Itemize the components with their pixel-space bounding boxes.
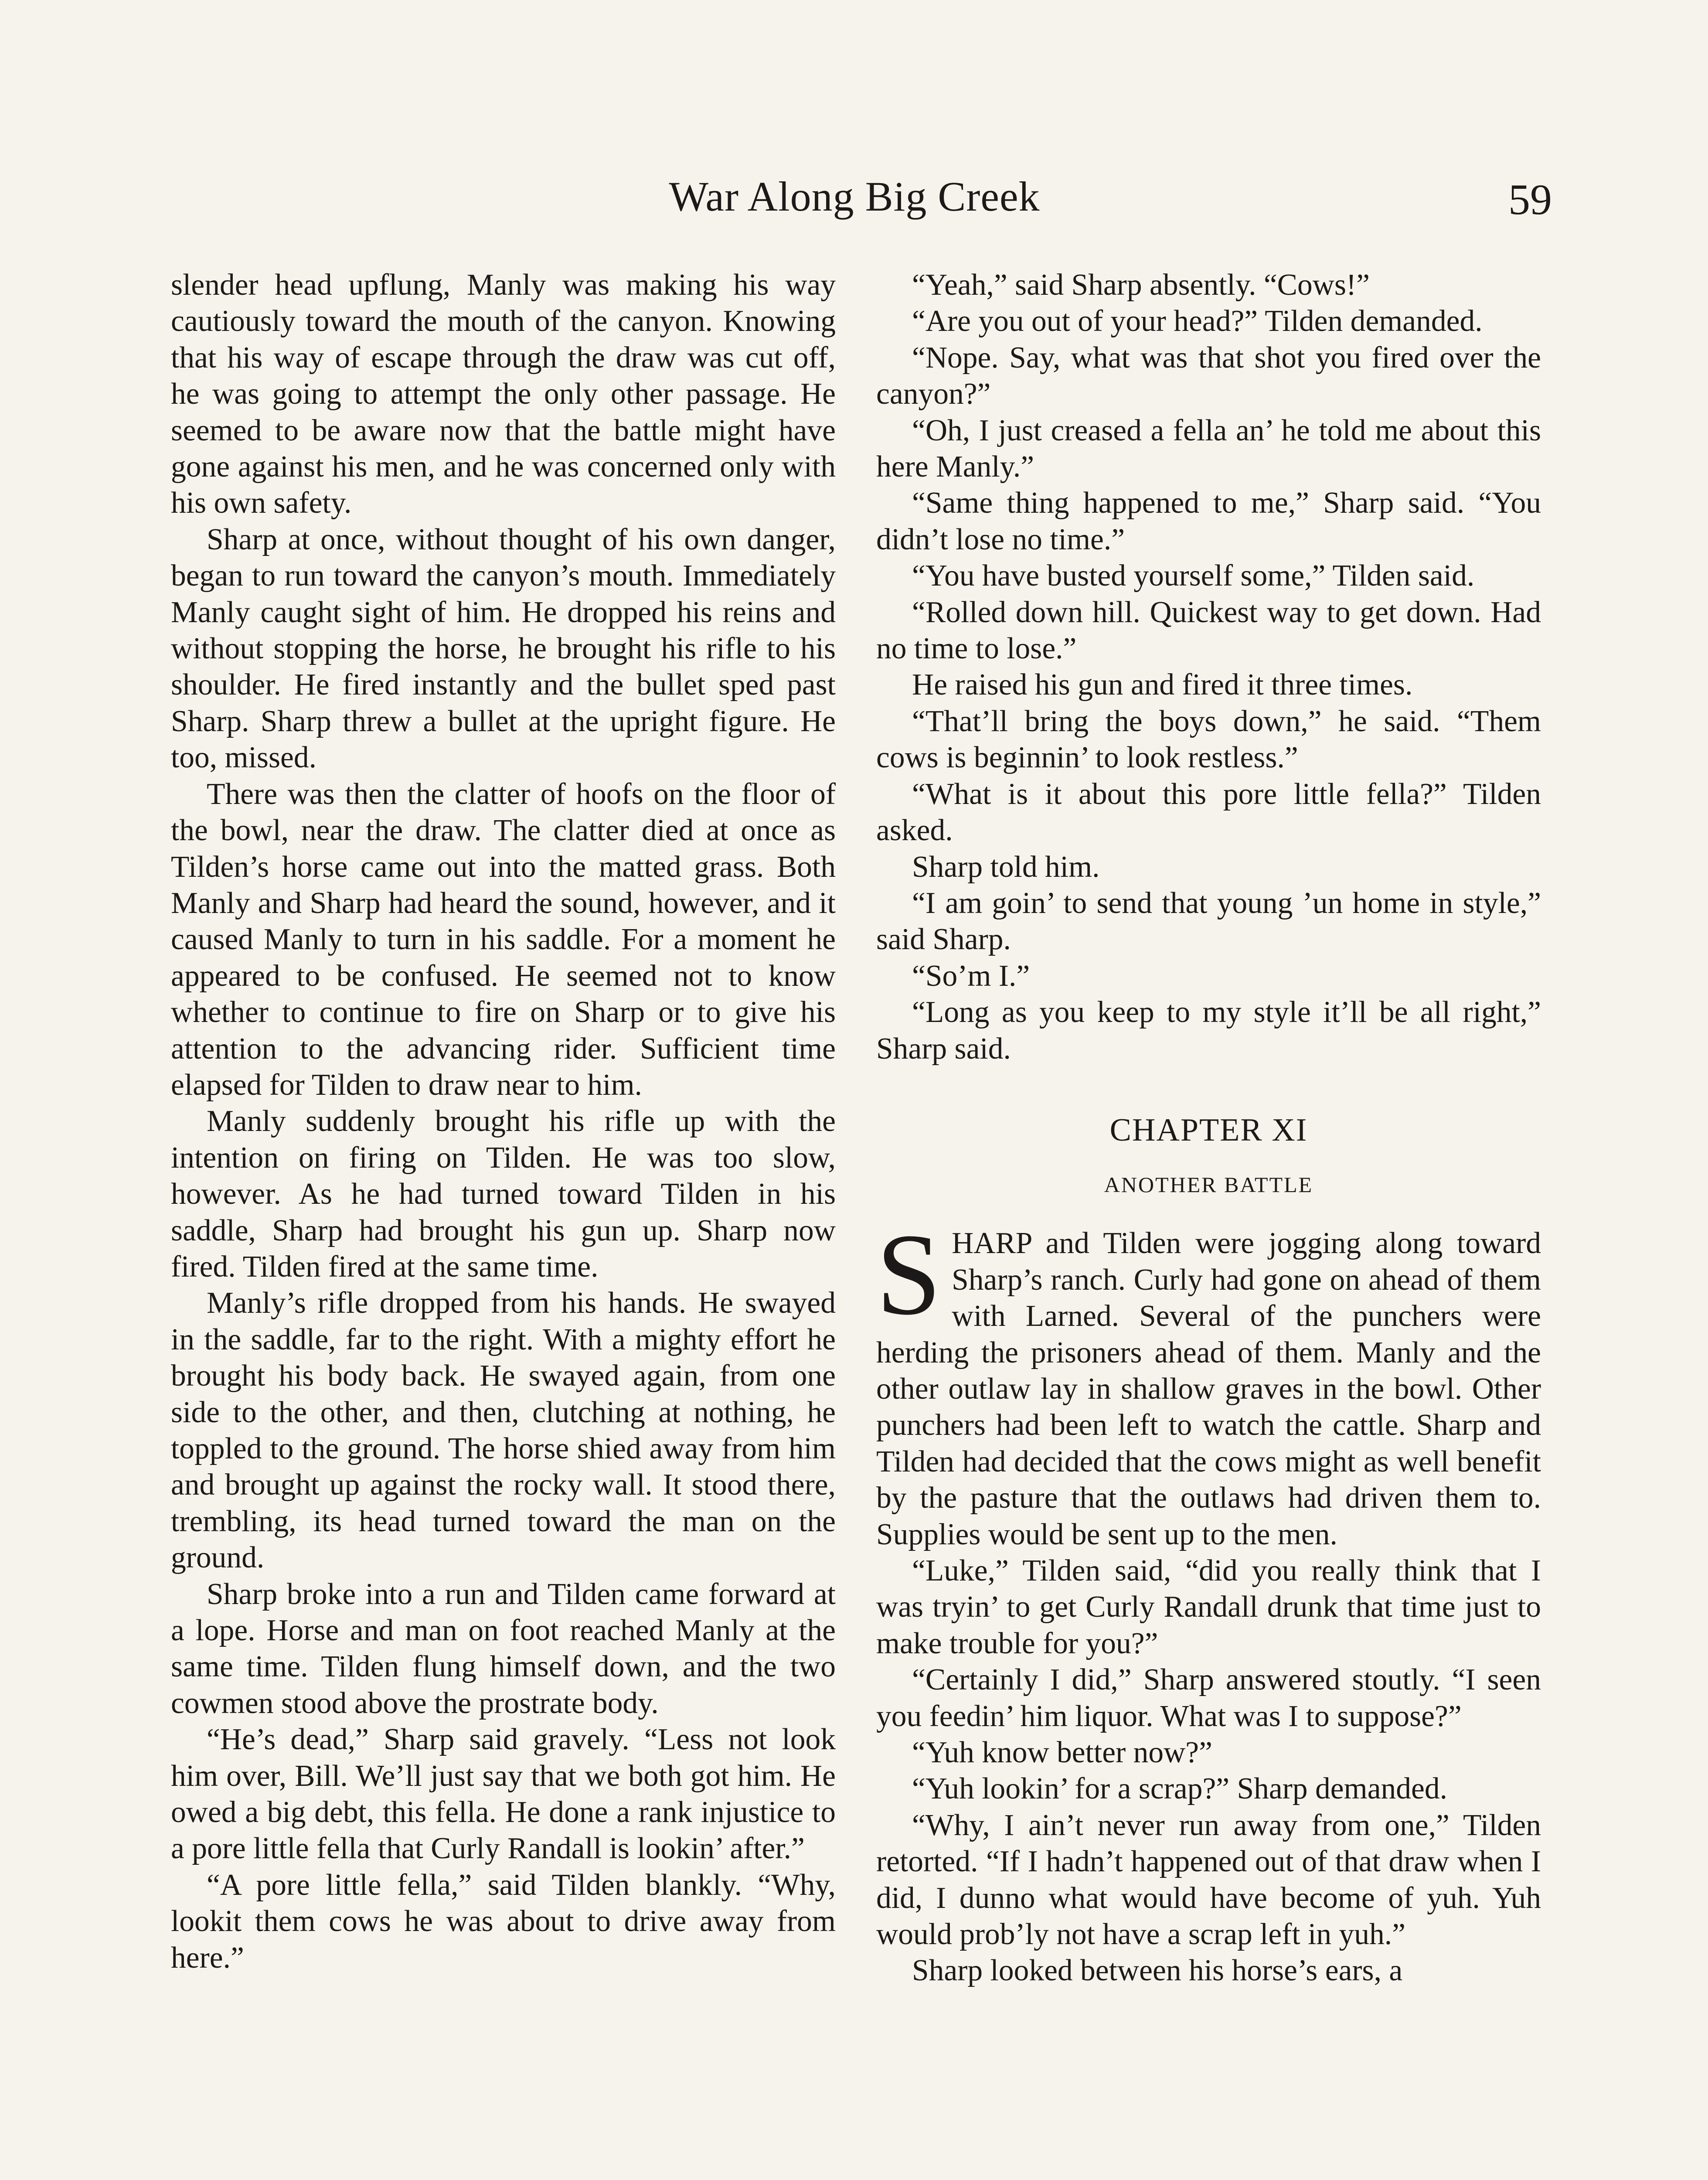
- running-title: War Along Big Creek: [669, 173, 1040, 220]
- paragraph: He raised his gun and fired it three times.: [912, 668, 1413, 702]
- chapter-opening-paragraph: [876, 1209, 1541, 1553]
- paragraph: “Oh, I just creased a fella an’ he told me about this here Manly.”: [876, 413, 1541, 484]
- paragraph: Manly suddenly brought his rifle up with the intention on firing on Tilden. He was too slow, however. As he had turned toward Tilden in his saddle, Sharp had brought his gun up. Sharp now fired. Tilden fired at the same time.: [171, 1104, 836, 1284]
- paragraph: “Yuh lookin’ for a scrap?” Sharp demanded.: [912, 1772, 1448, 1806]
- paragraph: “Nope. Say, what was that shot you fired over the canyon?”: [876, 341, 1541, 411]
- page-number: 59: [1508, 175, 1552, 224]
- chapter-subtitle: ANOTHER BATTLE: [1104, 1172, 1313, 1197]
- paragraph: There was then the clatter of hoofs on the floor of the bowl, near the draw. The clatter died at once as Tilden’s horse came out into the matted grass. Both Manly and Sharp had heard the sound, however, and it caused Manly to turn in his saddle. For a moment he appeared to be confused. He seemed not to know whether to continue to fire on Sharp or to give his attention to the advancing rider. Sufficient time elapsed for Tilden to draw near to him.: [171, 777, 836, 1102]
- paragraph: “Certainly I did,” Sharp answered stoutly. “I seen you feedin’ him liquor. What was I to suppose?”: [876, 1663, 1541, 1733]
- paragraph: “Yeah,” said Sharp absently. “Cows!”: [912, 268, 1370, 302]
- paragraph: Sharp at once, without thought of his own danger, began to run toward the canyon’s mouth. Immediately Manly caught sight of him. He dropped his reins and without stopping the horse, he brought his rifle to his shoulder. He fired instantly and the bullet sped past Sharp. Sharp threw a bullet at the upright figure. He too, missed.: [171, 522, 836, 775]
- opening-text: HARP and Tilden were jogging along toward Sharp’s ranch. Curly had gone on ahead of them with Larned. Several of the punchers were herding the prisoners ahead of them. Manly and the other outlaw lay in shallow graves in the bowl. Other punchers had been left to watch the cattle. Sharp and Tilden had decided that the cows might as well benefit by the pasture that the outlaws had driven them to. Supplies would be sent up to the men.: [876, 1226, 1541, 1551]
- paragraph: Sharp broke into a run and Tilden came forward at a lope. Horse and man on foot reached Manly at the same time. Tilden flung himself down, and the two cowmen stood above the prostrate body.: [171, 1577, 836, 1720]
- paragraph: “Yuh know better now?”: [912, 1736, 1212, 1770]
- paragraph: “You have busted yourself some,” Tilden said.: [912, 559, 1475, 593]
- paragraph: Sharp told him.: [912, 850, 1100, 884]
- paragraph: “Long as you keep to my style it’ll be all right,” Sharp said.: [876, 995, 1541, 1066]
- paragraph: “Same thing happened to me,” Sharp said. “You didn’t lose no time.”: [876, 486, 1541, 556]
- paragraph: “What is it about this pore little fella?” Tilden asked.: [876, 777, 1541, 848]
- paragraph: “I am goin’ to send that young ’un home in style,” said Sharp.: [876, 886, 1541, 957]
- paragraph: “He’s dead,” Sharp said gravely. “Less not look him over, Bill. We’ll just say that we both got him. He owed a big debt, this fella. He done a rank injustice to a pore little fella that Curly Randall is lookin’ after.”: [171, 1723, 836, 1866]
- paragraph: Sharp looked between his horse’s ears, a: [912, 1954, 1403, 1988]
- paragraph: Manly’s rifle dropped from his hands. He swayed in the saddle, far to the right. With a mighty effort he brought his body back. He swayed again, from one side to the other, and then, clutching at nothing, he toppled to the ground. The horse shied away from him and brought up against the rocky wall. It stood there, trembling, its head turned toward the man on the ground.: [171, 1286, 836, 1575]
- paragraph: “Why, I ain’t never run away from one,” Tilden retorted. “If I hadn’t happened out of that draw when I did, I dunno what would have become of yuh. Yuh would prob’ly not have a scrap left in yuh.”: [876, 1808, 1541, 1952]
- paragraph: slender head upflung, Manly was making his way cautiously toward the mouth of the canyon. Knowing that his way of escape through the draw was cut off, he was going to attempt the only other passage. He seemed to be aware now that the battle might have gone against his men, and he was concerned only with his own safety.: [171, 268, 836, 520]
- paragraph: “That’ll bring the boys down,” he said. “Them cows is beginnin’ to look restless.”: [876, 704, 1541, 775]
- paragraph: “Luke,” Tilden said, “did you really think that I was tryin’ to get Curly Randall drunk that time just to make trouble for you?”: [876, 1554, 1541, 1660]
- right-column: [876, 267, 1541, 1989]
- drop-cap: S: [876, 1209, 942, 1339]
- chapter-title: CHAPTER XI: [1109, 1112, 1308, 1148]
- paragraph: “A pore little fella,” said Tilden blankly. “Why, lookit them cows he was about to drive away from here.”: [171, 1868, 836, 1975]
- paragraph: “So’m I.”: [912, 959, 1030, 993]
- left-column: [171, 267, 836, 1976]
- paragraph: “Rolled down hill. Quickest way to get down. Had no time to lose.”: [876, 595, 1541, 666]
- paragraph: “Are you out of your head?” Tilden demanded.: [912, 304, 1483, 338]
